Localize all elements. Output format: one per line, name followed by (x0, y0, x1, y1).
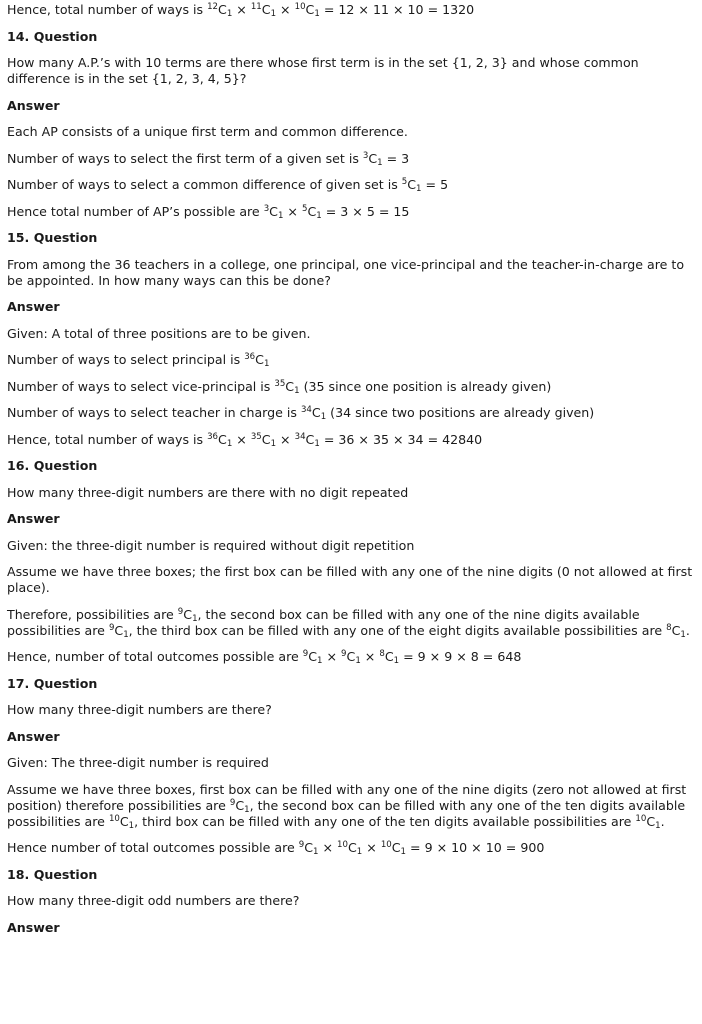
combination-term: $^{10}C_1$ (380, 840, 407, 857)
text-run: × (276, 431, 295, 447)
combination-term: $^5C_1$ (301, 203, 322, 221)
text-run: × (232, 2, 251, 17)
text-run: Assume we have three boxes; the first box can be filled with any one of the nine digits (0 not allowed at first place). (7, 564, 693, 595)
text-run: × (276, 2, 295, 17)
question-heading: Answer (7, 728, 60, 744)
paragraph (7, 782, 694, 830)
paragraph (7, 564, 694, 596)
text-run: Number of ways to select principal is (7, 352, 245, 367)
combination-term: $^{35}C_1$ (274, 378, 300, 396)
text-run: Number of ways to select vice-principal is (7, 378, 275, 394)
text-run: × (322, 649, 342, 664)
paragraph (7, 177, 694, 193)
paragraph (7, 607, 694, 639)
text-run: Hence, number of total outcomes possible are (7, 649, 303, 664)
combination-term: $^9C_1$ (298, 840, 319, 857)
question-heading: 17. Question (7, 675, 98, 691)
text-run: = 9 × 10 × 10 = 900 (406, 840, 545, 855)
paragraph (7, 840, 694, 856)
paragraph (7, 702, 694, 718)
paragraph (7, 893, 694, 909)
paragraph (7, 755, 694, 771)
combination-term: $^{10}C_1$ (294, 2, 320, 19)
text-run: Hence total number of AP’s possible are (7, 203, 264, 219)
text-run: = 9 × 9 × 8 = 648 (399, 649, 522, 664)
text-run: , third box can be filled with any one of the ten digits available possibilities are (134, 813, 636, 829)
question-heading: 16. Question (7, 458, 98, 473)
text-run: Hence number of total outcomes possible are (7, 840, 299, 855)
combination-term: $^9C_1$ (177, 606, 198, 624)
combination-term: $^{35}C_1$ (250, 431, 277, 449)
paragraph (7, 432, 694, 448)
text-run: = 12 × 11 × 10 = 1320 (319, 2, 475, 17)
combination-term: $^{10}C_1$ (108, 813, 135, 831)
combination-term: $^8C_1$ (379, 649, 400, 666)
question-heading: Answer (7, 511, 60, 526)
text-run: Given: A total of three positions are to be given. (7, 325, 311, 341)
text-run: How many three-digit odd numbers are there? (7, 893, 300, 908)
text-run: Given: the three-digit number is required without digit repetition (7, 537, 415, 553)
text-run: × (360, 649, 380, 664)
combination-term: $^5C_1$ (401, 177, 422, 194)
combination-term: $^8C_1$ (666, 622, 686, 640)
text-run: = 36 × 35 × 34 = 42840 (319, 431, 483, 447)
text-run: = 3 × 5 = 15 (321, 203, 410, 219)
text-run: Number of ways to select teacher in charge is (7, 405, 301, 420)
text-run: , the third box can be filled with any one of the eight digits available possibilities are (128, 622, 667, 638)
text-run: , the second box can be filled with any one of the ten digits available possibilities are (7, 797, 686, 829)
text-run: = 3 (382, 150, 410, 166)
combination-term: $^{10}C_1$ (635, 813, 661, 831)
paragraph (7, 2, 694, 18)
text-run: (35 since one position is already given) (299, 378, 552, 394)
paragraph (7, 379, 694, 395)
text-run: Hence, total number of ways is (7, 431, 208, 447)
paragraph (7, 55, 694, 87)
combination-term: $^{10}C_1$ (337, 840, 363, 857)
paragraph (7, 649, 694, 665)
combination-term: $^{11}C_1$ (250, 2, 277, 19)
text-run: × (362, 840, 381, 855)
combination-term: $^{34}C_1$ (294, 431, 320, 449)
text-run: Assume we have three boxes, first box can be filled with any one of the nine digits (zero not allowed at first position) therefore possibilities are (7, 781, 687, 813)
paragraph (7, 485, 694, 501)
combination-term: $^9C_1$ (341, 649, 361, 666)
combination-term: $^{12}C_1$ (207, 2, 233, 19)
text-run: = 5 (421, 177, 449, 192)
question-heading: Answer (7, 97, 60, 113)
combination-term: $^9C_1$ (302, 649, 323, 666)
text-run: Hence, total number of ways is (7, 2, 208, 17)
text-run: (34 since two positions are already given) (326, 405, 595, 420)
text-run: Number of ways to select the first term of a given set is (7, 150, 363, 166)
text-run: Number of ways to select a common difference of given set is (7, 177, 402, 192)
text-run: . (685, 622, 690, 638)
paragraph (7, 405, 694, 421)
question-heading: 15. Question (7, 230, 98, 245)
document-body (7, 2, 694, 936)
text-run: Given: The three-digit number is required (7, 755, 269, 770)
combination-term: $^{36}C_1$ (244, 352, 270, 369)
text-run: How many three-digit numbers are there with no digit repeated (7, 484, 409, 500)
question-heading: 14. Question (7, 28, 98, 44)
text-run: × (318, 840, 338, 855)
text-run: From among the 36 teachers in a college, one principal, one vice-principal and the teacher-in-charge are to be appointed. In how many ways can this be done? (7, 256, 685, 288)
text-run: , the second box can be filled with any one of the nine digits available possibilities are (7, 606, 640, 638)
text-run: How many A.P.’s with 10 terms are there whose first term is in the set {1, 2, 3} and whose common difference is in the set {1, 2, 3, 4, 5}? (7, 55, 639, 86)
combination-term: $^{34}C_1$ (300, 405, 327, 422)
question-heading: Answer (7, 919, 60, 935)
paragraph (7, 257, 694, 289)
text-run: How many three-digit numbers are there? (7, 702, 272, 717)
text-run: × (283, 203, 302, 219)
paragraph (7, 124, 694, 140)
combination-term: $^{36}C_1$ (207, 431, 233, 449)
combination-term: $^3C_1$ (263, 203, 284, 221)
combination-term: $^9C_1$ (108, 622, 129, 640)
text-run: × (232, 431, 251, 447)
paragraph (7, 151, 694, 167)
text-run: Therefore, possibilities are (7, 606, 178, 622)
combination-term: $^9C_1$ (229, 797, 250, 815)
paragraph (7, 326, 694, 342)
paragraph (7, 352, 694, 368)
text-run: Each AP consists of a unique first term and common difference. (7, 124, 408, 139)
paragraph (7, 204, 694, 220)
text-run: . (660, 813, 665, 829)
paragraph (7, 538, 694, 554)
question-heading: Answer (7, 299, 60, 314)
question-heading: 18. Question (7, 866, 98, 882)
combination-term: $^3C_1$ (362, 150, 383, 168)
